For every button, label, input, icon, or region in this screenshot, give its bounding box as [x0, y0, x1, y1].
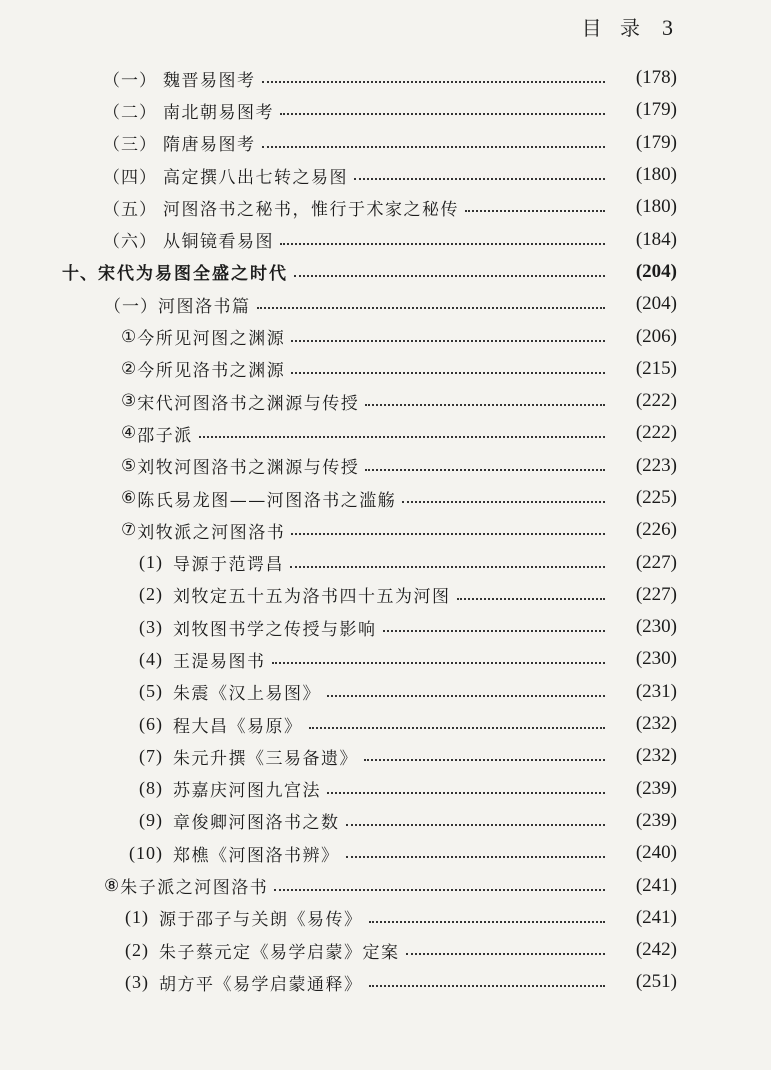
toc-entry-number: （一） — [103, 70, 157, 91]
toc-entry-title: 高定撰八出七转之易图 — [163, 167, 348, 188]
dot-leader — [354, 178, 605, 180]
toc-entry-title: 隋唐易图考 — [163, 135, 256, 156]
table-of-contents — [0, 62, 771, 999]
toc-entry[interactable] — [0, 320, 771, 352]
header-title: 目 录 — [581, 16, 646, 40]
toc-entry-title: 胡方平《易学启蒙通释》 — [159, 974, 363, 995]
toc-entry-number: (8) — [139, 778, 163, 799]
toc-entry-page: (206) — [635, 325, 677, 347]
dot-leader — [364, 759, 605, 761]
toc-entry-page: (178) — [635, 67, 677, 89]
toc-entry-number: (1) — [125, 907, 149, 928]
dot-leader — [274, 889, 605, 891]
toc-entry-title: 陈氏易龙图——河图洛书之滥觞 — [137, 490, 397, 511]
toc-entry[interactable] — [0, 611, 771, 643]
toc-entry-page: (241) — [635, 874, 677, 896]
toc-entry-number: ⑧ — [104, 875, 121, 896]
toc-entry[interactable] — [0, 902, 771, 934]
toc-entry-page: (180) — [635, 164, 677, 186]
toc-entry[interactable] — [0, 353, 771, 385]
toc-entry[interactable] — [0, 934, 771, 966]
dot-leader — [327, 695, 605, 697]
toc-entry-page: (204) — [635, 260, 677, 282]
toc-entry-number: (1) — [139, 552, 163, 573]
toc-entry-title: 章俊卿河图洛书之数 — [173, 813, 340, 834]
toc-entry-page: (230) — [635, 648, 677, 670]
toc-entry-page: (230) — [635, 616, 677, 638]
dot-leader — [280, 113, 605, 115]
toc-entry-title: 朱元升撰《三易备遗》 — [173, 748, 358, 769]
dot-leader — [262, 146, 606, 148]
toc-entry-page: (232) — [635, 713, 677, 735]
dot-leader — [199, 436, 605, 438]
dot-leader — [346, 824, 606, 826]
toc-entry[interactable] — [0, 676, 771, 708]
toc-entry-title: 刘牧图书学之传授与影响 — [173, 619, 377, 640]
toc-entry[interactable] — [0, 417, 771, 449]
toc-entry-title: 宋代为易图全盛之时代 — [98, 264, 288, 285]
toc-entry-page: (232) — [635, 745, 677, 767]
toc-entry-number: (3) — [139, 616, 163, 637]
toc-entry-title: 今所见河图之渊源 — [137, 329, 286, 350]
toc-entry-number: ⑤ — [121, 455, 138, 476]
dot-leader — [406, 953, 606, 955]
toc-entry-number: ④ — [121, 423, 138, 444]
dot-leader — [327, 792, 605, 794]
toc-entry[interactable] — [0, 740, 771, 772]
dot-leader — [280, 243, 605, 245]
toc-entry[interactable] — [0, 62, 771, 94]
dot-leader — [291, 372, 605, 374]
toc-entry-page: (231) — [635, 680, 677, 702]
toc-entry-number: (5) — [139, 681, 163, 702]
toc-entry[interactable] — [0, 966, 771, 998]
toc-entry-title: 苏嘉庆河图九宫法 — [173, 781, 321, 802]
toc-entry[interactable] — [0, 94, 771, 126]
dot-leader — [291, 340, 605, 342]
toc-entry[interactable] — [0, 579, 771, 611]
toc-entry-number: （五） — [103, 199, 157, 220]
toc-entry[interactable] — [0, 869, 771, 901]
toc-entry-number: (2) — [139, 584, 163, 605]
toc-entry-page: (179) — [635, 131, 677, 153]
toc-entry-title: 王湜易图书 — [173, 651, 266, 672]
toc-entry-number: (2) — [125, 939, 149, 960]
toc-entry[interactable] — [0, 256, 771, 288]
toc-entry-page: (251) — [635, 971, 677, 993]
toc-entry[interactable] — [0, 288, 771, 320]
toc-entry-number: (4) — [139, 648, 163, 669]
dot-leader — [309, 727, 606, 729]
dot-leader — [290, 566, 605, 568]
toc-entry-title: 魏晋易图考 — [163, 70, 256, 91]
toc-entry-title: 源于邵子与关朗《易传》 — [159, 910, 363, 931]
toc-entry[interactable] — [0, 708, 771, 740]
toc-entry-number: ③ — [121, 391, 138, 412]
toc-entry-number: ① — [121, 326, 138, 347]
toc-entry[interactable] — [0, 482, 771, 514]
toc-entry-page: (180) — [635, 196, 677, 218]
toc-entry-number: (7) — [139, 745, 163, 766]
toc-entry-page: (179) — [635, 99, 677, 121]
toc-entry-title: 从铜镜看易图 — [163, 232, 274, 253]
toc-entry[interactable] — [0, 223, 771, 255]
toc-entry-page: (227) — [635, 583, 677, 605]
toc-entry-page: (225) — [635, 487, 677, 508]
dot-leader — [365, 404, 605, 406]
toc-entry-title: 朱子蔡元定《易学启蒙》定案 — [159, 942, 400, 963]
toc-entry-page: (239) — [635, 809, 677, 831]
toc-entry-number: (10) — [129, 842, 163, 863]
dot-leader — [294, 275, 605, 277]
toc-entry-page: (215) — [635, 357, 677, 379]
toc-entry-number: （二） — [103, 102, 157, 123]
toc-entry-number: ⑥ — [121, 488, 138, 508]
dot-leader — [369, 985, 606, 987]
toc-entry-title: 刘牧定五十五为洛书四十五为河图 — [173, 587, 451, 608]
dot-leader — [346, 856, 606, 858]
toc-entry-title: 河图洛书之秘书，惟行于术家之秘传 — [163, 199, 459, 220]
toc-entry[interactable] — [0, 127, 771, 159]
toc-entry-title: 刘牧河图洛书之渊源与传授 — [137, 458, 360, 479]
dot-leader — [262, 81, 606, 83]
dot-leader — [257, 307, 606, 309]
toc-entry[interactable] — [0, 159, 771, 191]
toc-entry-title: 南北朝易图考 — [163, 102, 274, 123]
toc-entry-number: （六） — [103, 232, 157, 253]
toc-entry-page: (227) — [635, 551, 677, 573]
dot-leader — [272, 662, 606, 664]
toc-entry[interactable] — [0, 514, 771, 546]
toc-entry-title: 程大昌《易原》 — [173, 716, 303, 737]
toc-entry-page: (184) — [635, 228, 677, 250]
toc-entry-title: 朱子派之河图洛书 — [120, 878, 269, 899]
toc-entry-page: (240) — [635, 842, 677, 864]
dot-leader — [365, 469, 605, 471]
toc-entry[interactable] — [0, 643, 771, 675]
toc-entry-number: (3) — [125, 971, 149, 992]
toc-entry[interactable] — [0, 450, 771, 482]
toc-entry-number: ② — [121, 358, 138, 379]
dot-leader — [291, 533, 605, 535]
dot-leader — [369, 921, 606, 923]
toc-entry-page: (242) — [635, 939, 677, 961]
toc-entry-title: 宋代河图洛书之渊源与传授 — [137, 393, 360, 414]
toc-entry-title: 导源于范谔昌 — [173, 555, 284, 576]
dot-leader — [465, 210, 605, 212]
toc-entry-page: (222) — [635, 390, 677, 412]
toc-entry[interactable] — [0, 837, 771, 869]
toc-entry-number: （一） — [104, 296, 158, 317]
dot-leader — [402, 501, 605, 503]
toc-entry-page: (222) — [635, 422, 677, 444]
toc-entry[interactable] — [0, 773, 771, 805]
toc-entry-page: (241) — [635, 906, 677, 928]
toc-entry-title: 邵子派 — [137, 425, 193, 446]
toc-entry-page: (239) — [635, 777, 677, 799]
toc-entry-title: 今所见洛书之渊源 — [137, 361, 286, 382]
toc-entry-title: 郑樵《河图洛书辨》 — [173, 845, 340, 866]
toc-entry-number: 十、 — [62, 264, 98, 285]
toc-entry-page: (223) — [635, 454, 677, 476]
toc-entry-number: （四） — [103, 167, 157, 188]
toc-entry-number: （三） — [103, 135, 157, 156]
header-page-number: 3 — [662, 15, 673, 40]
toc-entry-title: 朱震《汉上易图》 — [173, 684, 321, 705]
toc-entry-page: (226) — [635, 519, 677, 541]
toc-entry[interactable] — [0, 385, 771, 417]
toc-entry[interactable] — [0, 191, 771, 223]
toc-entry-title: 河图洛书篇 — [158, 296, 251, 317]
toc-entry-page: (204) — [635, 293, 677, 315]
dot-leader — [383, 630, 606, 632]
toc-entry[interactable] — [0, 805, 771, 837]
toc-entry-title: 刘牧派之河图洛书 — [137, 522, 286, 543]
toc-entry-number: (6) — [139, 713, 163, 734]
toc-entry-number: (9) — [139, 810, 163, 831]
running-header — [582, 12, 673, 41]
toc-entry-number: ⑦ — [121, 520, 138, 541]
toc-entry[interactable] — [0, 546, 771, 578]
dot-leader — [457, 598, 606, 600]
